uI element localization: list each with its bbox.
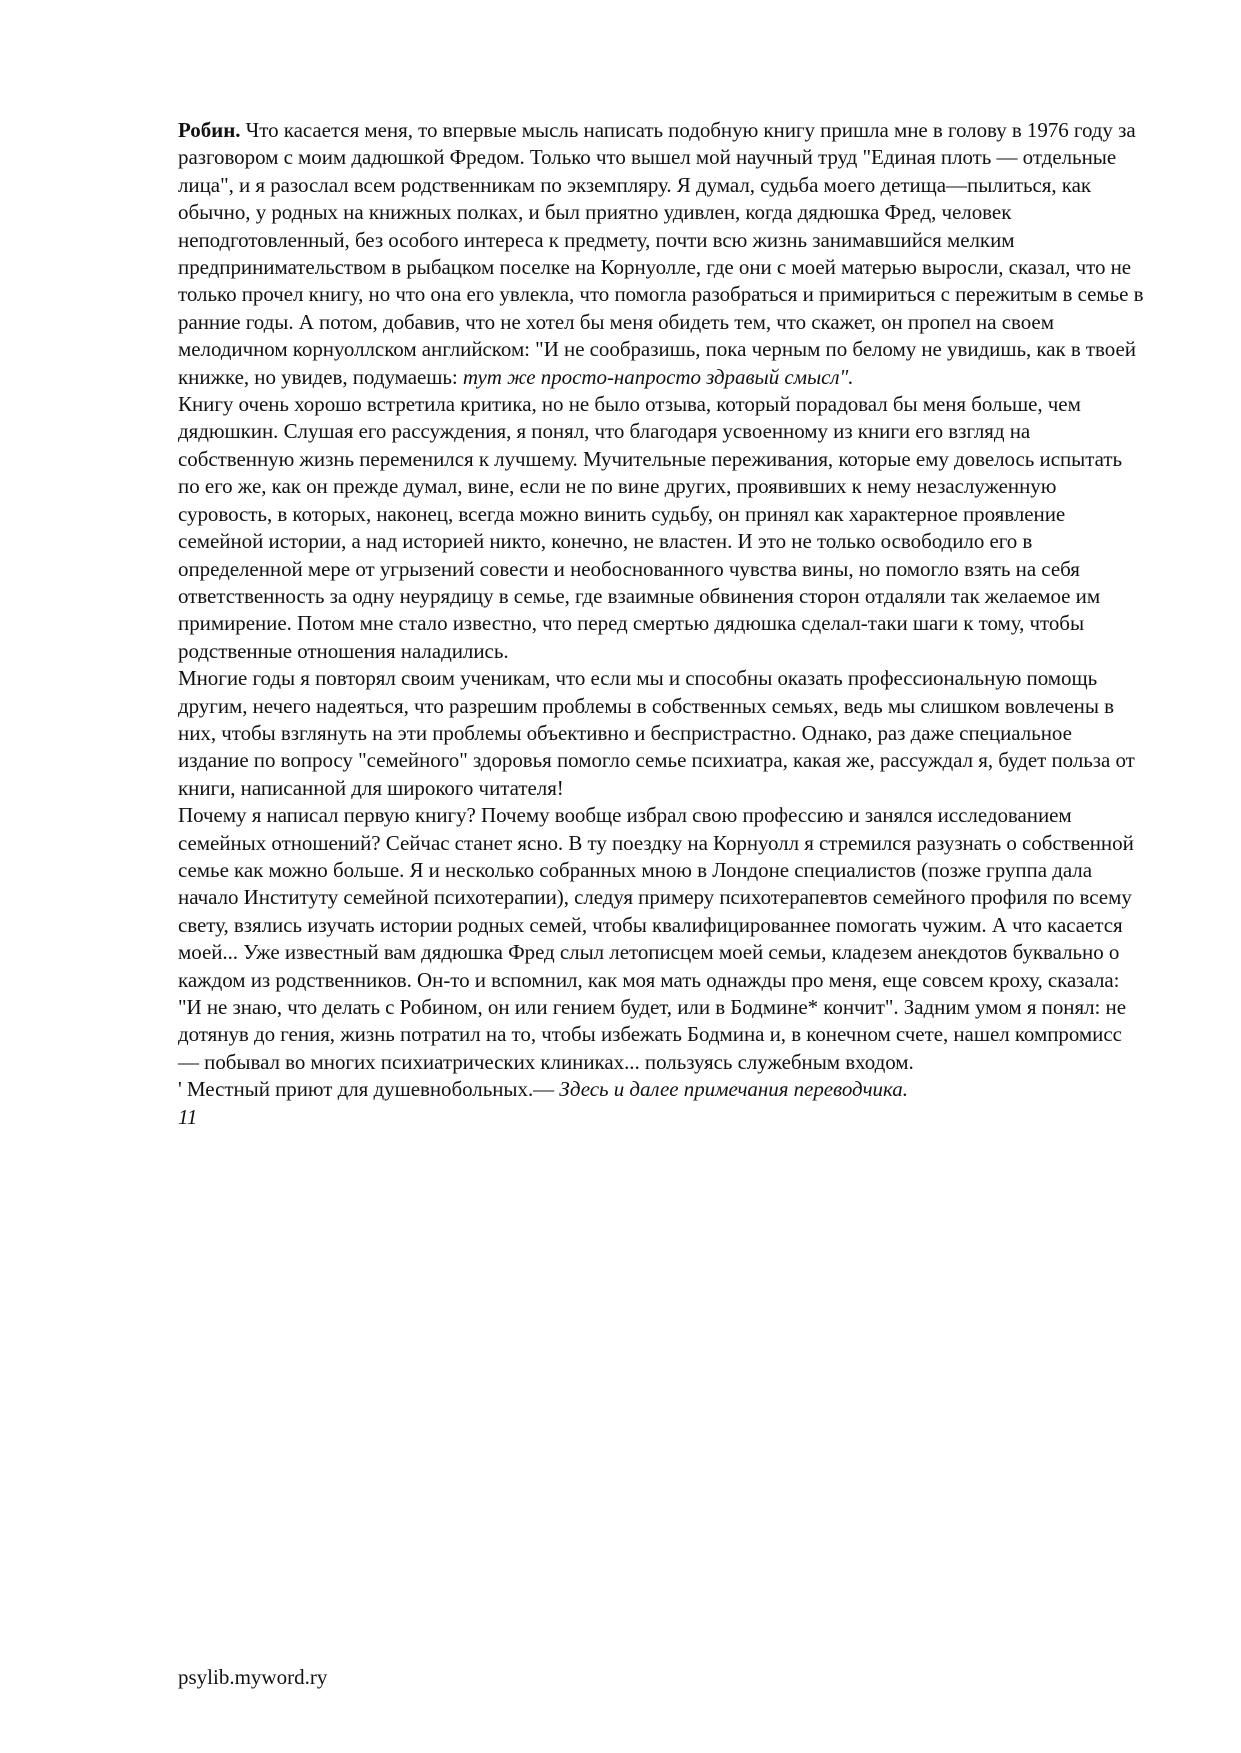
footnote-text: ' Местный приют для душевнобольных.— xyxy=(178,1077,560,1102)
paragraph-1-text: Что касается меня, то впервые мысль написать подобную книгу пришла мне в голову в 1976 году за разговором с моим дадюшкой Фредом. Только что вышел мой научный труд "Единая плоть — отдельные лица", и я разослал всем родственникам по экземпляру. Я думал, судьба моего детища—пылиться, как обычно, у родных на книжных полках, и был приятно удивлен, когда дядюшка Фред, человек неподготовленный, без особого интереса к предмету, почти всю жизнь занимавшийся мелким предпринимательством в рыбацком поселке на Корнуолле, где они с моей матерью выросли, сказал, что не только прочел книгу, но что она его увлекла, что помогла разобраться и примириться с пережитым в семье в ранние годы. А потом, добавив, что не хотел бы меня обидеть тем, что скажет, он пропел на своем мелодичном корнуоллском английском: "И не сообразишь, пока черным по белому не увидишь, как в твоей книжке, но увидев, подумаешь: xyxy=(178,118,1144,389)
document-body xyxy=(178,117,1146,1131)
footnote xyxy=(178,1076,1146,1103)
paragraph-4: Почему я написал первую книгу? Почему вообще избрал свою профессию и занялся исследованием семейных отношений? Сейчас станет ясно. В ту поездку на Корнуолл я стремился разузнать о собственной семье как можно больше. Я и несколько собранных мною в Лондоне специалистов (позже группа дала начало Институту семейной психотерапии), следуя примеру психотерапевтов семейного профиля по всему свету, взялись изучать истории родных семей, чтобы квалифицированнее помогать чужим. А что касается моей... Уже известный вам дядюшка Фред слыл летописцем моей семьи, кладезем анекдотов буквально о каждом из родственников. Он-то и вспомнил, как моя мать однажды про меня, еще совсем кроху, сказала: "И не знаю, что делать с Робином, он или гением будет, или в Бодмине* кончит". Задним умом я понял: не дотянув до гения, жизнь потратил на то, чтобы избежать Бодмина и, в конечном счете, нашел компромисс — побывал во многих психиатрических клиниках... пользуясь служебным входом. xyxy=(178,803,1134,1074)
footer-site-link: psylib.myword.ry xyxy=(178,1665,328,1689)
page-number: 11 xyxy=(178,1104,198,1129)
paragraph-1-italic-quote: тут же просто-напросто здравый смысл". xyxy=(462,364,854,389)
speaker-name: Робин. xyxy=(178,118,241,142)
paragraph-1 xyxy=(178,117,1146,391)
paragraph-2: Книгу очень хорошо встретила критика, но не было отзыва, который порадовал бы меня больше, чем дядюшкин. Слушая его рассуждения, я понял, что благодаря усвоенному из книги его взгляд на собственную жизнь переменился к лучшему. Мучительные переживания, которые ему довелось испытать по его же, как он прежде думал, вине, если не по вине других, проявивших к нему незаслуженную суровость, в которых, наконец, всегда можно винить судьбу, он принял как характерное проявление семейной истории, а над историей никто, конечно, не властен. И это не только освободило его в определенной мере от угрызений совести и необоснованного чувства вины, но помогло взять на себя ответственность за одну неурядицу в семье, где взаимные обвинения сторон отдаляли так желаемое им примирение. Потом мне стало известно, что перед смертью дядюшка сделал-таки шаги к тому, чтобы родственные отношения наладились. xyxy=(178,392,1123,663)
paragraph-3: Многие годы я повторял своим ученикам, что если мы и способны оказать профессиональную помощь другим, нечего надеяться, что разрешим проблемы в собственных семьях, ведь мы слишком вовлечены в них, чтобы взглянуть на эти проблемы объективно и беспристрастно. Однако, раз даже специальное издание по вопросу "семейного" здоровья помогло семье психиатра, какая же, рассуждал я, будет польза от книги, написанной для широкого читателя! xyxy=(178,666,1135,800)
footnote-italic-note: Здесь и далее примечания переводчика. xyxy=(559,1077,908,1102)
